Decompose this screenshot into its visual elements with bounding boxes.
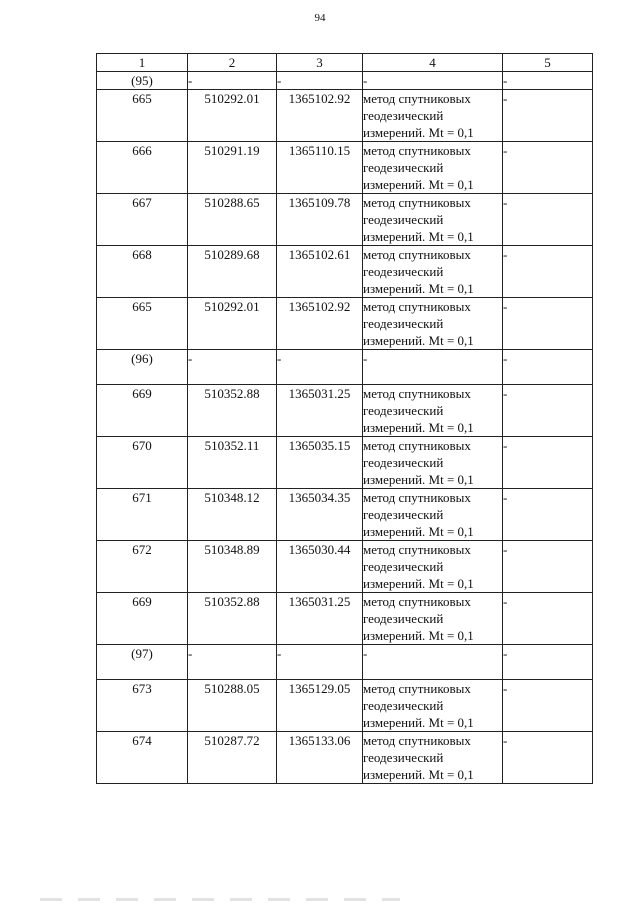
y-coordinate-cell: 1365102.61 (277, 246, 363, 298)
table-header-row (97, 54, 593, 72)
y-coordinate-cell: 1365030.44 (277, 541, 363, 593)
remark-cell: - (503, 541, 593, 593)
remark-cell: - (503, 645, 593, 680)
x-coordinate-cell: 510348.89 (188, 541, 277, 593)
method-cell: метод спутниковых геодезический измерений. Mt = 0,1 (363, 680, 503, 732)
method-cell: метод спутниковых геодезический измерений. Mt = 0,1 (363, 593, 503, 645)
method-cell: метод спутниковых геодезический измерений. Mt = 0,1 (363, 142, 503, 194)
x-coordinate-cell: 510348.12 (188, 489, 277, 541)
point-number-cell: 668 (97, 246, 188, 298)
x-coordinate-cell: 510288.65 (188, 194, 277, 246)
x-coordinate-cell: 510292.01 (188, 298, 277, 350)
table-row (97, 90, 593, 142)
remark-cell: - (503, 142, 593, 194)
remark-cell: - (503, 90, 593, 142)
point-number-cell: 669 (97, 593, 188, 645)
point-number-cell: 670 (97, 437, 188, 489)
table-row (97, 385, 593, 437)
point-number-cell: 665 (97, 90, 188, 142)
y-coordinate-cell: 1365031.25 (277, 593, 363, 645)
remark-cell: - (503, 732, 593, 784)
point-number-cell: 672 (97, 541, 188, 593)
table-row (97, 142, 593, 194)
x-coordinate-cell: 510352.11 (188, 437, 277, 489)
y-coordinate-cell: 1365110.15 (277, 142, 363, 194)
point-number-cell: (95) (97, 72, 188, 90)
header-cell-5: 5 (503, 54, 593, 72)
x-coordinate-cell: 510291.19 (188, 142, 277, 194)
y-coordinate-cell: 1365031.25 (277, 385, 363, 437)
x-coordinate-cell: 510352.88 (188, 593, 277, 645)
y-coordinate-cell: 1365035.15 (277, 437, 363, 489)
table-row (97, 541, 593, 593)
point-number-cell: 667 (97, 194, 188, 246)
table-row (97, 194, 593, 246)
point-number-cell: 665 (97, 298, 188, 350)
x-coordinate-cell: 510292.01 (188, 90, 277, 142)
x-coordinate-cell: 510288.05 (188, 680, 277, 732)
point-number-cell: 673 (97, 680, 188, 732)
remark-cell: - (503, 72, 593, 90)
x-coordinate-cell: - (188, 72, 277, 90)
method-cell: метод спутниковых геодезический измерений. Mt = 0,1 (363, 194, 503, 246)
x-coordinate-cell: - (188, 645, 277, 680)
x-coordinate-cell: - (188, 350, 277, 385)
point-number-cell: (97) (97, 645, 188, 680)
header-cell-1: 1 (97, 54, 188, 72)
y-coordinate-cell: 1365102.92 (277, 298, 363, 350)
y-coordinate-cell: 1365133.06 (277, 732, 363, 784)
table-row (97, 437, 593, 489)
point-number-cell: 669 (97, 385, 188, 437)
y-coordinate-cell: - (277, 645, 363, 680)
remark-cell: - (503, 298, 593, 350)
remark-cell: - (503, 350, 593, 385)
method-cell: метод спутниковых геодезический измерений. Mt = 0,1 (363, 541, 503, 593)
point-number-cell: (96) (97, 350, 188, 385)
group-row (97, 72, 593, 90)
table-row (97, 680, 593, 732)
y-coordinate-cell: 1365109.78 (277, 194, 363, 246)
y-coordinate-cell: - (277, 72, 363, 90)
remark-cell: - (503, 194, 593, 246)
y-coordinate-cell: 1365034.35 (277, 489, 363, 541)
method-cell: - (363, 72, 503, 90)
group-row (97, 350, 593, 385)
scan-artifact (40, 898, 400, 901)
y-coordinate-cell: 1365129.05 (277, 680, 363, 732)
method-cell: метод спутниковых геодезический измерений. Mt = 0,1 (363, 437, 503, 489)
point-number-cell: 666 (97, 142, 188, 194)
header-cell-2: 2 (188, 54, 277, 72)
remark-cell: - (503, 680, 593, 732)
x-coordinate-cell: 510289.68 (188, 246, 277, 298)
method-cell: метод спутниковых геодезический измерений. Mt = 0,1 (363, 385, 503, 437)
method-cell: метод спутниковых геодезический измерений. Mt = 0,1 (363, 90, 503, 142)
method-cell: - (363, 350, 503, 385)
remark-cell: - (503, 246, 593, 298)
header-cell-4: 4 (363, 54, 503, 72)
method-cell: метод спутниковых геодезический измерений. Mt = 0,1 (363, 246, 503, 298)
remark-cell: - (503, 489, 593, 541)
x-coordinate-cell: 510287.72 (188, 732, 277, 784)
remark-cell: - (503, 593, 593, 645)
method-cell: метод спутниковых геодезический измерений. Mt = 0,1 (363, 489, 503, 541)
point-number-cell: 671 (97, 489, 188, 541)
table-row (97, 732, 593, 784)
table-row (97, 298, 593, 350)
y-coordinate-cell: - (277, 350, 363, 385)
table-row (97, 246, 593, 298)
y-coordinate-cell: 1365102.92 (277, 90, 363, 142)
x-coordinate-cell: 510352.88 (188, 385, 277, 437)
point-number-cell: 674 (97, 732, 188, 784)
table-row (97, 489, 593, 541)
coordinates-table (96, 53, 593, 784)
table-body (97, 54, 593, 784)
remark-cell: - (503, 437, 593, 489)
method-cell: метод спутниковых геодезический измерений. Mt = 0,1 (363, 732, 503, 784)
header-cell-3: 3 (277, 54, 363, 72)
method-cell: - (363, 645, 503, 680)
group-row (97, 645, 593, 680)
method-cell: метод спутниковых геодезический измерений. Mt = 0,1 (363, 298, 503, 350)
remark-cell: - (503, 385, 593, 437)
table-row (97, 593, 593, 645)
page-number: 94 (314, 12, 326, 24)
